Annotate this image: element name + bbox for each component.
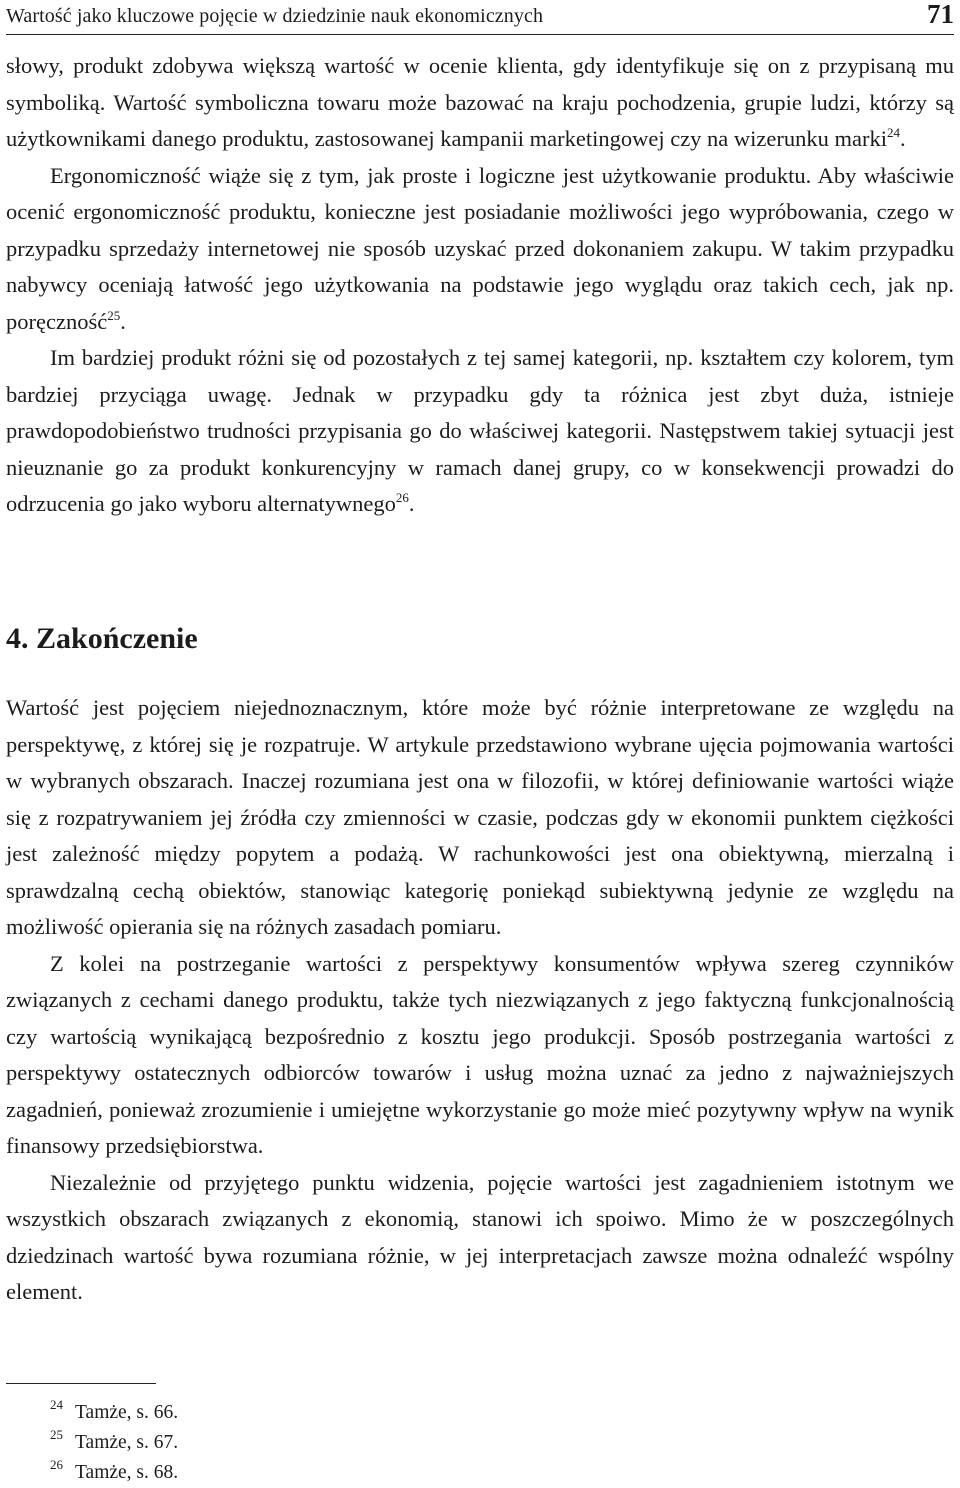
- page-number: 71: [927, 0, 954, 29]
- paragraph: Niezależnie od przyjętego punktu widzenia, pojęcie wartości jest zagadnieniem istotnym we wszystkich obszarach związanych z ekonomią, stanowi ich spoiwo. Mimo że w poszczególnych dziedzinach wartość bywa rozumiana różnie, w jej interpretacjach zawsze można odnaleźć wspólny element.: [6, 1169, 954, 1304]
- footnote-number: 24: [50, 1397, 63, 1412]
- running-header: [6, 0, 954, 35]
- paragraph-text: .: [408, 491, 415, 516]
- paragraph-text: Ergonomiczność wiąże się z tym, jak proste i logiczne jest użytkowanie produktu. Aby właściwie ocenić ergonomiczność produktu, konieczne jest posiadanie możliwości jego wypróbowania, czego w przypadku sprzedaży internetowej nie sposób uzyskać przed dokonaniem zakupu. W takim przypadku nabywcy oceniają łatwość jego użytkowania na podstawie jego wyglądu oraz takich cech, jak np. poręczność: [6, 162, 954, 334]
- paragraph: Wartość jest pojęciem niejednoznacznym, które może być różnie interpretowane ze względu na perspektywę, z której się je rozpatruje. W artykule przedstawiono wybrane ujęcia pojmowania wartości w wybranych obszarach. Inaczej rozumiana jest ona w filozofii, w której definiowanie wartości wiąże się z rozpatrywaniem jej źródła czy zmienności w czasie, podczas gdy w ekonomii punktem ciężkości jest zależność między popytem a podażą. W rachunkowości jest ona obiektywną, mierzalną i sprawdzalną cechą obiektów, stanowiąc kategorię poniekąd subiektywną jedynie ze względu na możliwość opierania się na różnych zasadach pomiaru.: [6, 695, 954, 939]
- footnote-number: 25: [50, 1427, 63, 1442]
- paragraph-text: .: [120, 308, 126, 334]
- paragraph: [6, 48, 954, 158]
- section-heading: 4. Zakończenie: [6, 622, 198, 655]
- continued-section-text: [6, 48, 954, 523]
- paragraph: [6, 340, 954, 523]
- footnote-text: Tamże, s. 67.: [75, 1432, 179, 1453]
- running-title: Wartość jako kluczowe pojęcie w dziedzinie nauk ekonomicznych: [6, 5, 544, 27]
- footnote-text: Tamże, s. 68.: [75, 1462, 179, 1483]
- footnote: [6, 1428, 178, 1458]
- footnote-text: Tamże, s. 66.: [75, 1402, 179, 1423]
- paragraph: Z kolei na postrzeganie wartości z perspektywy konsumentów wpływa szereg czynników związanych z cechami danego produktu, także tych niezwiązanych z jego faktyczną funkcjonalnością czy wartością wynikającą bezpośrednio z kosztu jego produkcji. Sposób postrzegania wartości z perspektywy ostatecznych odbiorców towarów i usług można uznać za jedno z najważniejszych zagadnień, ponieważ zrozumienie i umiejętne wykorzystanie go może mieć pozytywny wpływ na wynik finansowy przedsiębiorstwa.: [6, 950, 954, 1158]
- footnote: [6, 1398, 178, 1428]
- footnote-divider: [6, 1383, 156, 1384]
- footnote-ref: 26: [395, 490, 409, 505]
- footnote-number: 26: [50, 1457, 63, 1472]
- paragraph-text: słowy, produkt zdobywa większą wartość w ocenie klienta, gdy identyfikuje się on z przypisaną mu symboliką. Wartość symboliczna towaru może bazować na kraju pochodzenia, grupie ludzi, którzy są użytkownikami danego produktu, zastosowanej kampanii marketingowej czy na wizerunku marki: [6, 53, 954, 151]
- footnote: [6, 1458, 178, 1488]
- conclusion-section-text: [6, 690, 954, 1311]
- footnote-ref: 25: [107, 307, 121, 323]
- paragraph-text: Im bardziej produkt różni się od pozostałych z tej samej kategorii, np. kształtem czy kolorem, tym bardziej przyciąga uwagę. Jednak w przypadku gdy ta różnica jest zbyt duża, istnieje prawdopodobieństwo trudności przypisania go do właściwej kategorii. Następstwem takiej sytuacji jest nieuznanie go za produkt konkurencyjny w ramach danej grupy, co w konsekwencji prowadzi do odrzucenia go jako wyboru alternatywnego: [6, 345, 954, 516]
- paragraph-text: .: [900, 126, 906, 151]
- footnote-ref: 24: [887, 125, 900, 140]
- footnotes: [6, 1398, 178, 1488]
- paragraph: [6, 158, 954, 341]
